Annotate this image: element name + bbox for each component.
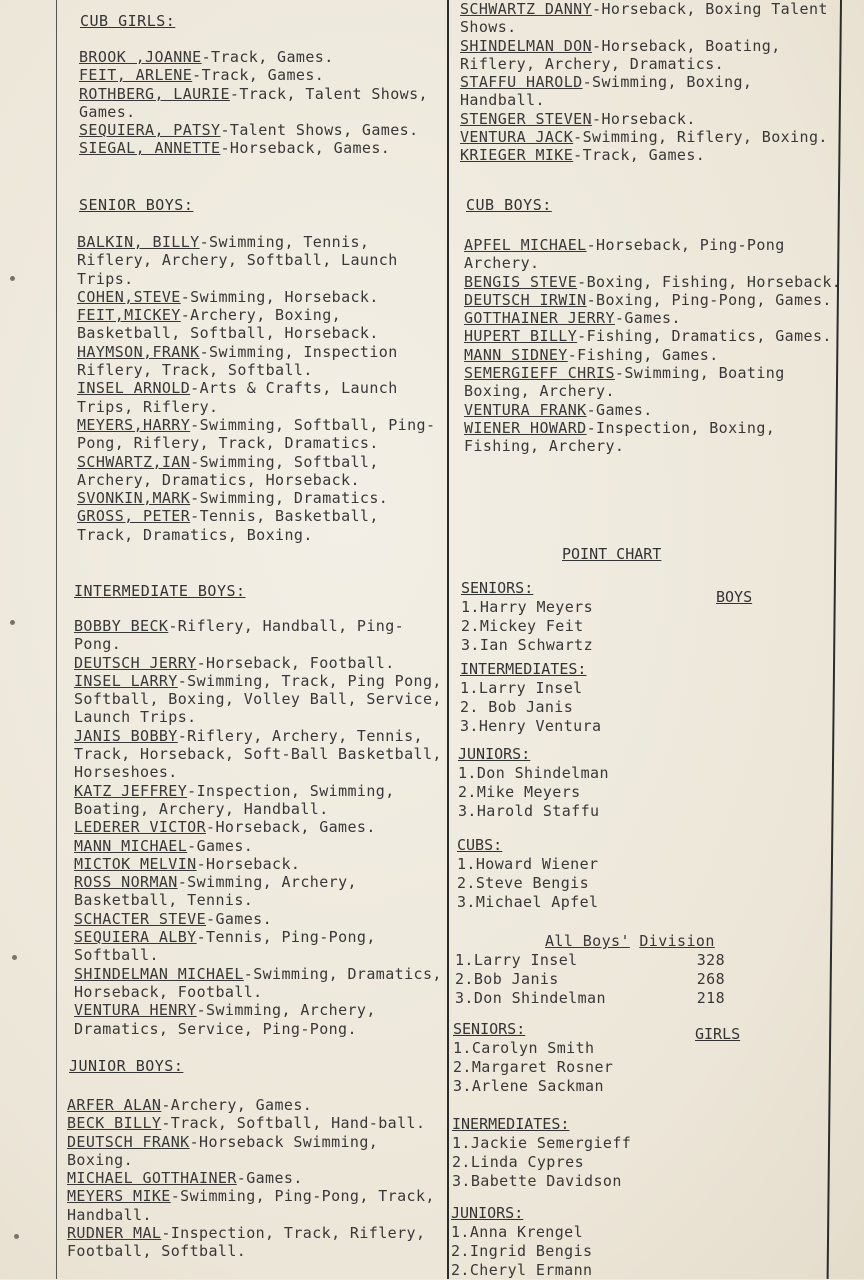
list-item: 2.Linda Cypres [452, 1153, 585, 1171]
list-item: SIEGAL, ANNETTE-Horseback, Games. [79, 139, 391, 158]
list-item: 1.Carolyn Smith [453, 1039, 595, 1057]
list-item: 3.Michael Apfel [457, 893, 599, 911]
intermediate-boys-list [74, 617, 442, 1038]
junior-boys-list [67, 1096, 437, 1261]
group-heading: JUNIORS: [458, 745, 531, 763]
boys-juniors-group [458, 745, 848, 821]
cub-boys-section [466, 196, 856, 214]
list-item: MEYERS,HARRY-Swimming, Softball, Ping-Pong, Riflery, Track, Dramatics. [77, 415, 436, 453]
section-heading: SENIOR BOYS: [79, 196, 194, 214]
list-item: VENTURA FRANK-Games. [464, 400, 653, 419]
punch-hole [10, 276, 15, 281]
list-item: BECK BILLY-Track, Softball, Hand-ball. [67, 1114, 426, 1133]
list-item: 2.Margaret Rosner [453, 1058, 614, 1076]
table-row: 1.Larry Insel 328 [455, 951, 725, 969]
list-item: SEQUIERA, PATSY-Talent Shows, Games. [79, 121, 419, 140]
list-item: VENTURA JACK-Swimming, Riflery, Boxing. [460, 128, 828, 147]
list-item: INSEL ARNOLD-Arts & Crafts, Launch Trips, Riflery. [77, 379, 398, 416]
list-item: FEIT, ARLENE-Track, Games. [79, 66, 325, 85]
list-item: 3.Arlene Sackman [453, 1077, 604, 1095]
list-item: MANN SIDNEY-Fishing, Games. [464, 345, 719, 364]
list-item: INSEL LARRY-Swimming, Track, Ping Pong, Softball, Boxing, Volley Ball, Service, Launch Trips. [74, 671, 442, 727]
list-item: 3.Ian Schwartz [461, 636, 594, 654]
group-heading: SENIORS: [461, 579, 534, 597]
list-item: 1.Howard Wiener [457, 855, 599, 873]
list-item: DEUTSCH FRANK-Horseback Swimming, Boxing. [67, 1132, 379, 1169]
cub-girls-list [79, 48, 431, 158]
boys-cubs-group [457, 836, 847, 912]
list-item: 3.Babette Davidson [452, 1172, 622, 1190]
list-item: STAFFU HAROLD-Swimming, Boxing, Handball. [460, 73, 753, 110]
list-item: APFEL MICHAEL-Horseback, Ping-Pong Archery. [464, 236, 785, 273]
list-item: ARFER ALAN-Archery, Games. [67, 1096, 313, 1114]
list-item: DEUTSCH JERRY-Horseback, Football. [74, 653, 395, 672]
boys-intermediates-group [460, 660, 850, 736]
cub-boys-list [464, 236, 842, 456]
list-item: KRIEGER MIKE-Track, Games. [460, 146, 706, 165]
list-item: BALKIN, BILLY-Swimming, Tennis, Riflery, Archery, Softball, Launch Trips. [77, 233, 398, 288]
list-item: 1.Larry Insel [460, 679, 583, 697]
list-item: GROSS, PETER-Tennis, Basketball, Track, Dramatics, Boxing. [77, 507, 379, 544]
punch-hole [14, 1234, 19, 1239]
list-item: MANN MICHAEL-Games. [74, 836, 254, 855]
girls-juniors-group [451, 1204, 841, 1280]
senior-boys-list [77, 233, 439, 544]
list-item: HAYMSON,FRANK-Swimming, Inspection Riflery, Track, Softball. [77, 342, 398, 380]
group-heading: JUNIORS: [451, 1204, 524, 1222]
list-item: ROSS NORMAN-Swimming, Archery, Basketball, Tennis. [74, 873, 357, 910]
punch-hole [12, 955, 17, 960]
list-item: RUDNER MAL-Inspection, Track, Riflery, Football, Softball. [67, 1224, 426, 1261]
junior-boys-continued-list [460, 0, 838, 165]
list-item: 1.Jackie Semergieff [452, 1134, 632, 1152]
list-item: 3.Harold Staffu [458, 802, 600, 820]
list-item: SCHWARTZ DANNY-Horseback, Boxing Talent Shows. [460, 0, 828, 37]
list-item: DEUTSCH IRWIN-Boxing, Ping-Pong, Games. [464, 290, 832, 309]
list-item: 2. Bob Janis [460, 698, 574, 716]
girls-seniors-group [453, 1020, 843, 1096]
list-item: 2.Mickey Feit [461, 617, 584, 635]
list-item: SEMERGIEFF CHRIS-Swimming, Boating Boxing, Archery. [464, 364, 785, 401]
all-boys-division [455, 932, 755, 1008]
section-heading: INTERMEDIATE BOYS: [74, 582, 246, 600]
senior-boys-section [79, 196, 459, 214]
list-item: 2.Ingrid Bengis [451, 1242, 593, 1260]
list-item: SCHACTER STEVE-Games. [74, 909, 273, 928]
list-item: KATZ JEFFREY-Inspection, Swimming, Boating, Archery, Handball. [74, 781, 395, 818]
list-item: 1.Don Shindelman [458, 764, 609, 782]
point-chart-title: POINT CHART [562, 545, 662, 563]
list-item: VENTURA HENRY-Swimming, Archery, Dramatics, Service, Ping-Pong. [74, 1001, 376, 1038]
intermediate-boys-section [74, 582, 454, 600]
list-item: ROTHBERG, LAURIE-Track, Talent Shows, Games. [79, 84, 428, 121]
boys-label: BOYS [716, 588, 753, 606]
list-item: SCHWARTZ,IAN-Swimming, Softball, Archery, Dramatics, Horseback. [77, 452, 379, 489]
junior-boys-section [69, 1057, 449, 1075]
group-heading: All Boys' Division [545, 932, 715, 950]
list-item: LEDERER VICTOR-Horseback, Games. [74, 818, 376, 837]
list-item: SHINDELMAN MICHAEL-Swimming, Dramatics, Horseback, Football. [74, 964, 442, 1001]
list-item: BENGIS STEVE-Boxing, Fishing, Horseback. [464, 272, 842, 291]
group-heading: CUBS: [457, 836, 503, 854]
left-margin-rule [56, 0, 57, 1279]
list-item: GOTTHAINER JERRY-Games. [464, 309, 681, 328]
section-heading: CUB BOYS: [466, 196, 552, 214]
section-heading: JUNIOR BOYS: [69, 1057, 184, 1075]
list-item: 2.Steve Bengis [457, 874, 590, 892]
list-item: SHINDELMAN DON-Horseback, Boating, Riflery, Archery, Dramatics. [460, 36, 781, 73]
group-heading: SENIORS: [453, 1020, 526, 1038]
girls-intermediates-group [452, 1115, 842, 1191]
punch-hole [10, 620, 15, 625]
list-item: HUPERT BILLY-Fishing, Dramatics, Games. [464, 327, 832, 346]
list-item: MICHAEL GOTTHAINER-Games. [67, 1169, 303, 1188]
list-item: JANIS BOBBY-Riflery, Archery, Tennis, Track, Horseback, Soft-Ball Basketball, Horseshoes. [74, 726, 442, 782]
list-item: BOBBY BECK-Riflery, Handball, Ping-Pong. [74, 617, 405, 654]
list-item: 2.Cheryl Ermann [451, 1261, 593, 1279]
list-item: MICTOK MELVIN-Horseback. [74, 854, 301, 873]
list-item: 3.Henry Ventura [460, 717, 602, 735]
list-item: SEQUIERA ALBY-Tennis, Ping-Pong, Softball. [74, 928, 376, 965]
list-item: FEIT,MICKEY-Archery, Boxing, Basketball, Softball, Horseback. [77, 306, 379, 343]
list-item: COHEN,STEVE-Swimming, Horseback. [77, 287, 379, 306]
group-heading: INTERMEDIATES: [460, 660, 587, 678]
list-item: 1.Anna Krengel [451, 1223, 584, 1241]
cub-girls-section [64, 12, 444, 30]
list-item: MEYERS MIKE-Swimming, Ping-Pong, Track, Handball. [67, 1187, 435, 1224]
list-item: STENGER STEVEN-Horseback. [460, 109, 696, 128]
list-item: BROOK ,JOANNE-Track, Games. [79, 48, 334, 66]
list-item: 2.Mike Meyers [458, 783, 581, 801]
table-row: 3.Don Shindelman 218 [455, 989, 725, 1007]
girls-label: GIRLS [695, 1025, 741, 1043]
section-heading: CUB GIRLS: [80, 12, 176, 30]
group-heading: INERMEDIATES: [452, 1115, 570, 1133]
list-item: 1.Harry Meyers [461, 598, 594, 616]
table-row: 2.Bob Janis 268 [455, 970, 725, 988]
center-divider-rule [447, 0, 449, 1279]
list-item: SVONKIN,MARK-Swimming, Dramatics. [77, 489, 389, 508]
list-item: WIENER HOWARD-Inspection, Boxing, Fishing, Archery. [464, 418, 776, 456]
boys-seniors-group [461, 579, 851, 655]
